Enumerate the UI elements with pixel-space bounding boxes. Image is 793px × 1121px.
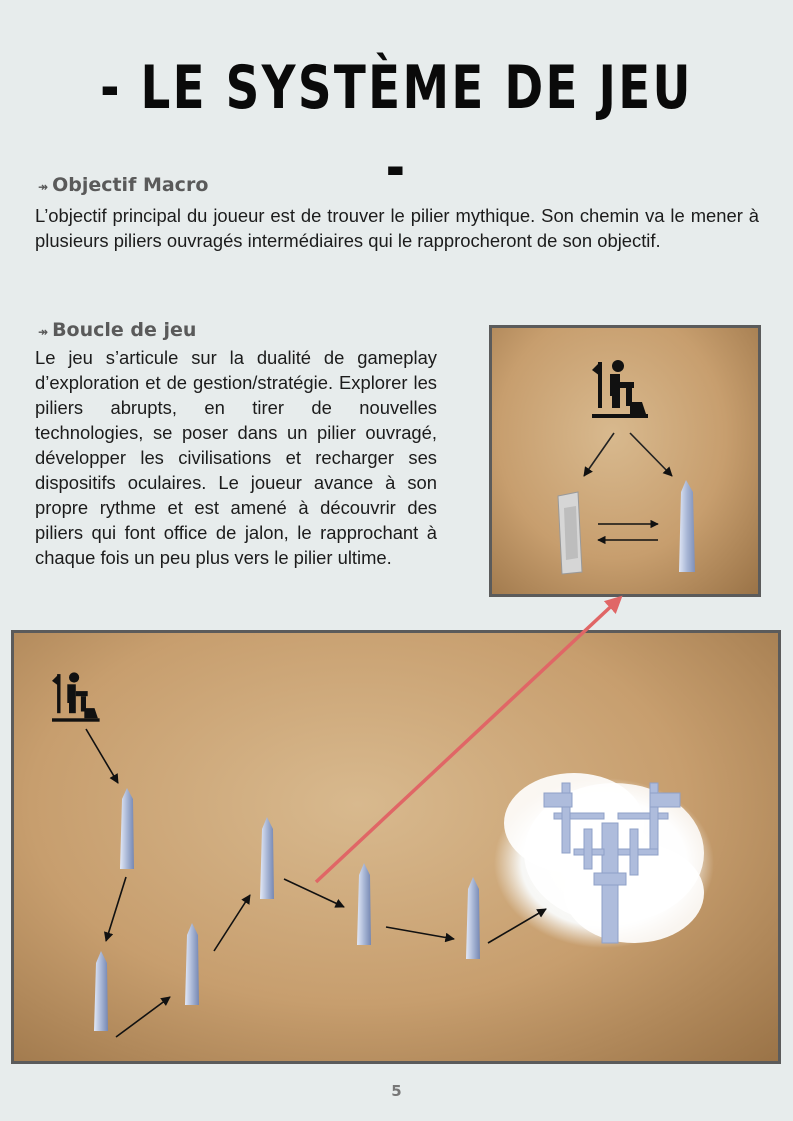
world-map-diagram [14,633,778,1061]
built-pillar-icon [120,788,134,869]
section-heading-objectif [38,174,208,196]
built-pillar-icon [260,817,274,899]
boucle-paragraph: Le jeu s’articule sur la dualité de gameplay d’exploration et de gestion/stratégie. Explorer les piliers abrupts, en tirer de nouvelles technologies, se poser dans un pilier ouvragé, développer les civilisations et recharger ses dispositifs oculaires. Le joueur avance à son propre rythme et est amené à découvrir des piliers qui font office de jalon, le rapprochant à chaque fois un peu plus vers le pilier ultime. [35,347,437,568]
page-title: - LE SYSTÈME DE JEU - [100,53,693,203]
explorer-icon [52,672,100,721]
rough-pillar-icon [558,492,582,574]
arrow-bullet-icon: ↠ [38,180,49,194]
built-pillar-icon [357,863,371,945]
built-pillar-icon [185,923,199,1005]
section-heading-label: Objectif Macro [52,174,209,196]
game-loop-diagram [492,328,758,594]
world-map-illustration [11,630,781,1064]
mythic-pillar-icon [494,773,714,948]
built-pillar-icon [679,480,695,572]
explorer-icon [592,360,648,418]
built-pillar-icon [466,877,480,959]
section-heading-label: Boucle de jeu [52,319,197,341]
built-pillar-icon [94,951,108,1031]
game-loop-illustration [489,325,761,597]
objectif-paragraph: L’objectif principal du joueur est de trouver le pilier mythique. Son chemin va le mener à plusieurs piliers ouvragés intermédiaires qui le rapprocheront de son objectif. [35,205,759,251]
page-number: 5 [391,1082,402,1100]
arrow-bullet-icon: ↠ [38,325,49,339]
section-heading-boucle [38,319,196,341]
